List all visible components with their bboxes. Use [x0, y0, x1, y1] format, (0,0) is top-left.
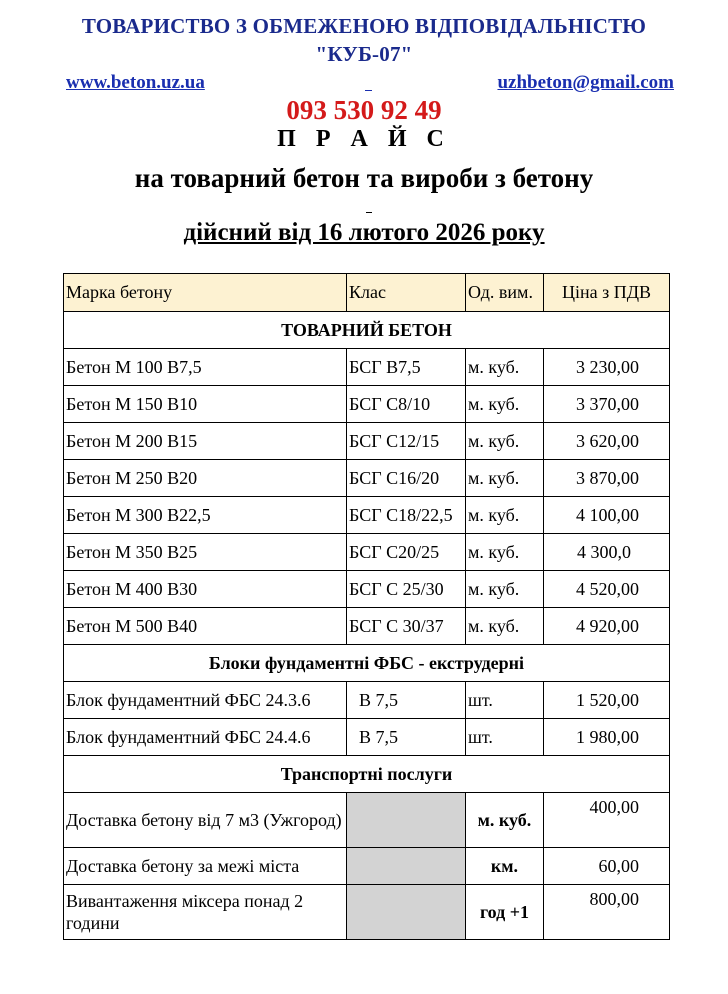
product-class: БСГ С20/25 — [347, 534, 466, 571]
product-price: 3 370,00 — [544, 386, 670, 423]
product-price: 4 920,00 — [544, 608, 670, 645]
product-price: 1 520,00 — [544, 682, 670, 719]
product-price: 1 980,00 — [544, 719, 670, 756]
product-class: БСГ В7,5 — [347, 349, 466, 386]
product-unit: м. куб. — [466, 608, 544, 645]
table-row — [64, 682, 670, 719]
column-header: Ціна з ПДВ — [544, 274, 670, 312]
price-table — [63, 273, 670, 940]
email-link[interactable]: uzhbeton@gmail.com — [497, 72, 674, 93]
product-price: 3 870,00 — [544, 460, 670, 497]
table-row — [64, 848, 670, 885]
product-class: В 7,5 — [347, 719, 466, 756]
product-name: Бетон М 400 В30 — [64, 571, 347, 608]
service-price: 800,00 — [544, 885, 670, 940]
product-unit: м. куб. — [466, 386, 544, 423]
product-name: Бетон М 100 В7,5 — [64, 349, 347, 386]
product-unit: м. куб. — [466, 534, 544, 571]
product-price: 3 620,00 — [544, 423, 670, 460]
phone-number: 093 530 92 49 — [286, 95, 442, 125]
service-name: Доставка бетону від 7 м3 (Ужгород) — [64, 793, 347, 848]
table-header-row — [64, 274, 670, 312]
product-unit: м. куб. — [466, 497, 544, 534]
separator-mark — [365, 72, 372, 91]
product-unit: м. куб. — [466, 423, 544, 460]
product-class: БСГ С12/15 — [347, 423, 466, 460]
section-header — [64, 312, 670, 349]
table-row — [64, 571, 670, 608]
empty-cell — [347, 885, 466, 940]
table-row — [64, 719, 670, 756]
empty-cell — [347, 793, 466, 848]
product-class: БСГ С8/10 — [347, 386, 466, 423]
product-unit: м. куб. — [466, 460, 544, 497]
service-name: Вивантаження міксера понад 2 години — [64, 885, 347, 940]
website-link[interactable]: www.beton.uz.ua — [66, 72, 205, 93]
product-price: 3 230,00 — [544, 349, 670, 386]
product-name: Бетон М 150 В10 — [64, 386, 347, 423]
product-class: БСГ С18/22,5 — [347, 497, 466, 534]
valid-date — [0, 219, 728, 247]
table-row — [64, 608, 670, 645]
service-unit: м. куб. — [466, 793, 544, 848]
product-name: Блок фундаментний ФБС 24.4.6 — [64, 719, 347, 756]
service-unit: год +1 — [466, 885, 544, 940]
product-class: В 7,5 — [347, 682, 466, 719]
table-row — [64, 793, 670, 848]
product-name: Бетон М 500 В40 — [64, 608, 347, 645]
product-name: Бетон М 200 В15 — [64, 423, 347, 460]
table-row — [64, 885, 670, 940]
company-name-line1: ТОВАРИСТВО З ОБМЕЖЕНОЮ ВІДПОВІДАЛЬНІСТЮ — [81, 14, 647, 38]
table-row — [64, 534, 670, 571]
product-class: БСГ С 25/30 — [347, 571, 466, 608]
section-header — [64, 645, 670, 682]
product-class: БСГ С 30/37 — [347, 608, 466, 645]
table-row — [64, 460, 670, 497]
product-name: Бетон М 300 В22,5 — [64, 497, 347, 534]
product-unit: шт. — [466, 719, 544, 756]
table-row — [64, 497, 670, 534]
empty-cell — [347, 848, 466, 885]
column-header: Од. вим. — [466, 274, 544, 312]
company-name-line2: "КУБ-07" — [315, 42, 413, 66]
service-price: 400,00 — [544, 793, 670, 848]
product-unit: м. куб. — [466, 571, 544, 608]
service-name: Доставка бетону за межі міста — [64, 848, 347, 885]
section-title: ТОВАРНИЙ БЕТОН — [64, 312, 670, 349]
product-name: Бетон М 350 В25 — [64, 534, 347, 571]
column-header: Клас — [347, 274, 466, 312]
separator-mark-2 — [366, 200, 372, 213]
section-title: Блоки фундаментні ФБС - екструдерні — [64, 645, 670, 682]
product-unit: м. куб. — [466, 349, 544, 386]
product-price: 4 300,0 — [544, 534, 670, 571]
section-header — [64, 756, 670, 793]
table-row — [64, 386, 670, 423]
valid-date-text: дійсний від 16 лютого 2026 року — [183, 219, 545, 246]
price-title: П Р А Й С — [277, 126, 451, 152]
product-unit: шт. — [466, 682, 544, 719]
product-class: БСГ С16/20 — [347, 460, 466, 497]
service-unit: км. — [466, 848, 544, 885]
product-price: 4 100,00 — [544, 497, 670, 534]
table-row — [64, 423, 670, 460]
table-row — [64, 349, 670, 386]
service-price: 60,00 — [544, 848, 670, 885]
price-subtitle: на товарний бетон та вироби з бетону — [134, 163, 594, 193]
section-title: Транспортні послуги — [64, 756, 670, 793]
product-name: Блок фундаментний ФБС 24.3.6 — [64, 682, 347, 719]
product-name: Бетон М 250 В20 — [64, 460, 347, 497]
column-header: Марка бетону — [64, 274, 347, 312]
product-price: 4 520,00 — [544, 571, 670, 608]
